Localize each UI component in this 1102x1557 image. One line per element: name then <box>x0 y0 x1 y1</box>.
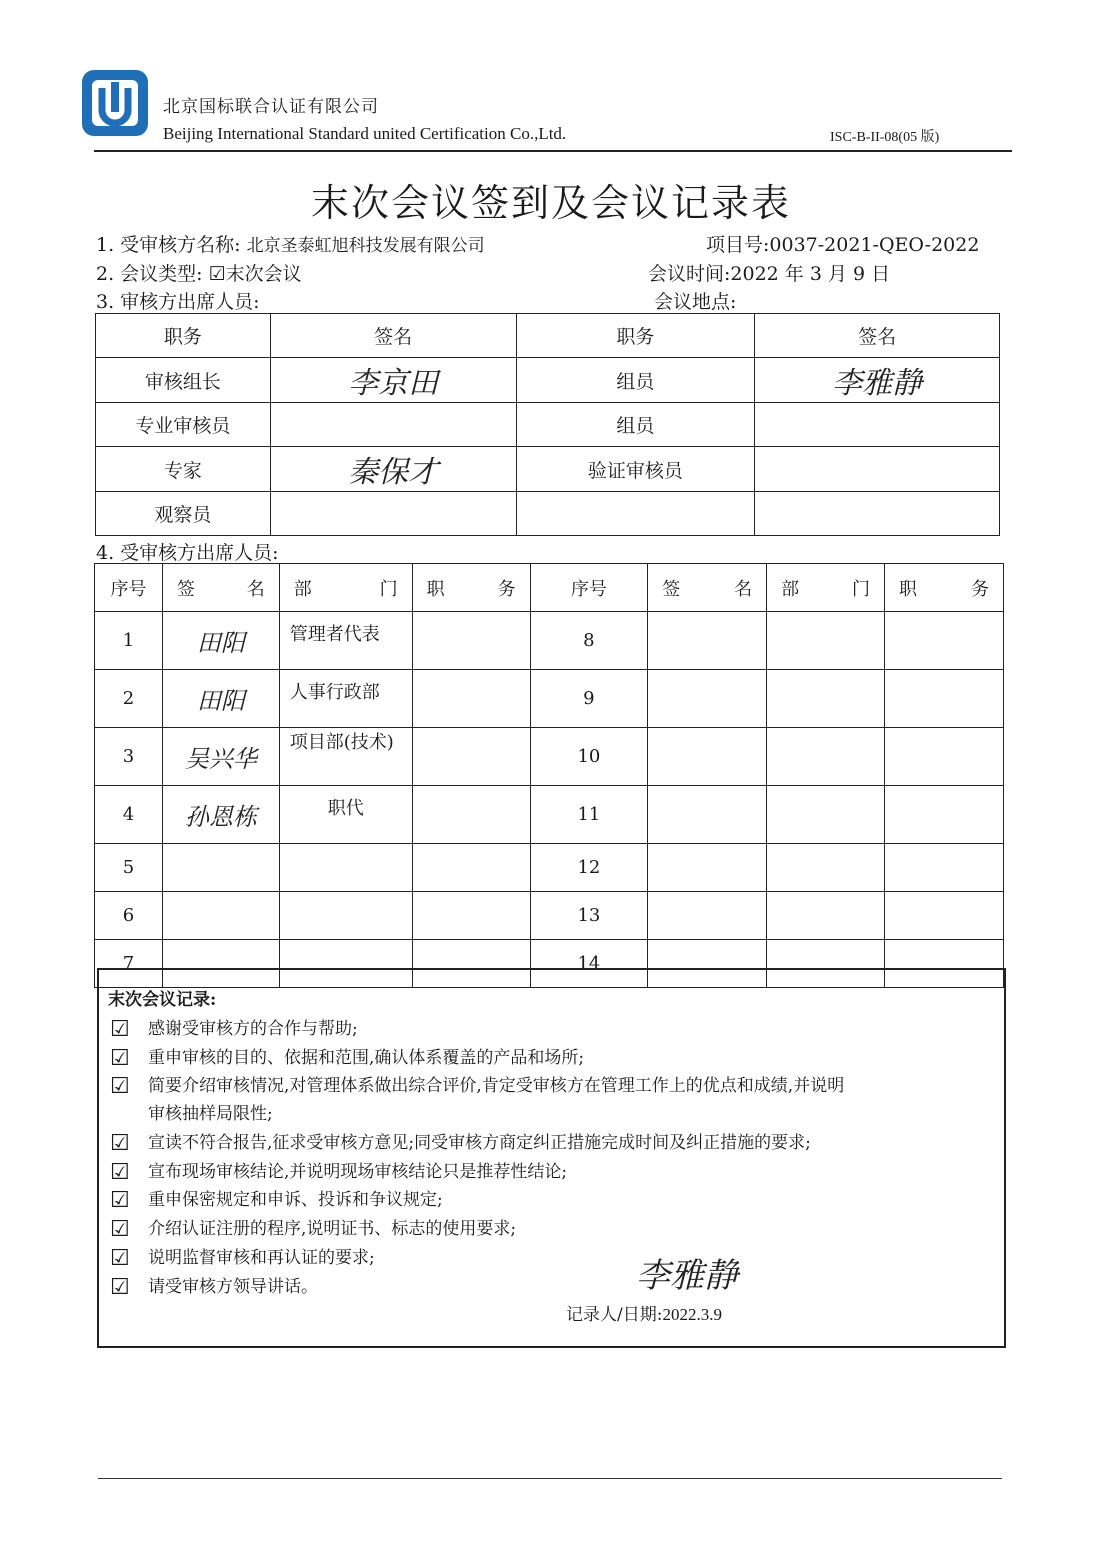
dept-cell: 项目部(技术) <box>279 728 412 786</box>
signature-cell <box>648 612 767 670</box>
header-char: 签 <box>662 578 681 600</box>
table-header-row <box>96 314 1000 358</box>
table-header-row <box>95 564 1004 612</box>
role-cell <box>516 492 755 536</box>
header-cell <box>412 564 530 612</box>
dept-cell: 人事行政部 <box>279 670 412 728</box>
post-cell <box>412 670 530 728</box>
meeting-type-label: 2. 会议类型: <box>96 263 203 285</box>
auditee-name: 北京圣泰虹旭科技发展有限公司 <box>246 236 485 256</box>
header-cell: 职务 <box>516 314 755 358</box>
signature-cell: 田阳 <box>162 612 279 670</box>
header-char: 门 <box>852 578 871 600</box>
table-row <box>95 844 1004 892</box>
header-cell <box>162 564 279 612</box>
project-label: 项目号: <box>706 234 770 256</box>
header-cell <box>885 564 1004 612</box>
checkmark-icon: ☑ <box>110 1046 130 1071</box>
header-cell: 序号 <box>530 564 648 612</box>
table-row <box>96 403 1000 447</box>
recorder-label: 记录人/日期: <box>566 1305 663 1325</box>
header-cell <box>279 564 412 612</box>
signature-cell <box>162 892 279 940</box>
record-item <box>110 1128 811 1156</box>
isc-logo-icon <box>80 68 150 138</box>
post-cell <box>412 786 530 844</box>
dept-cell <box>767 892 885 940</box>
post-cell <box>885 670 1004 728</box>
record-item-text: 重申保密规定和申诉、投诉和争议规定; <box>148 1190 443 1210</box>
post-cell <box>885 612 1004 670</box>
table-row <box>95 728 1004 786</box>
signature-cell: 田阳 <box>162 670 279 728</box>
role-cell: 专业审核员 <box>96 403 271 447</box>
post-cell <box>885 728 1004 786</box>
table-row <box>95 670 1004 728</box>
seq-cell: 4 <box>95 786 163 844</box>
table-row <box>96 492 1000 536</box>
role-cell: 专家 <box>96 447 271 492</box>
record-item-text: 简要介绍审核情况,对管理体系做出综合评价,肯定受审核方在管理工作上的优点和成绩,并说明 <box>148 1076 845 1096</box>
seq-cell: 7 <box>95 940 163 988</box>
header-char: 名 <box>246 578 265 600</box>
header-char: 门 <box>379 578 398 600</box>
header-char: 部 <box>781 578 800 600</box>
record-item-text: 说明监督审核和再认证的要求; <box>148 1248 375 1268</box>
post-cell <box>412 892 530 940</box>
signature-cell: 秦保才 <box>270 447 516 492</box>
meeting-type-line <box>96 259 302 286</box>
meeting-record-title: 末次会议记录: <box>108 990 217 1010</box>
dept-cell <box>279 844 412 892</box>
dept-cell <box>767 844 885 892</box>
table-row <box>95 786 1004 844</box>
seq-cell: 9 <box>530 670 648 728</box>
meeting-time-value: 2022 年 3 月 9 日 <box>730 263 891 285</box>
recorder-line <box>566 1300 722 1325</box>
signature-cell <box>755 492 1000 536</box>
post-cell <box>412 612 530 670</box>
dept-cell <box>767 612 885 670</box>
record-item <box>110 1157 568 1185</box>
meeting-time-label: 会议时间: <box>648 263 731 285</box>
company-name-en: Beijing International Standard united Certification Co.,Ltd. <box>163 124 567 143</box>
record-item-text: 感谢受审核方的合作与帮助; <box>148 1019 358 1039</box>
checkmark-icon: ☑ <box>110 1017 130 1042</box>
header-char: 务 <box>497 578 516 600</box>
record-item-text: 宣读不符合报告,征求受审核方意见;同受审核方商定纠正措施完成时间及纠正措施的要求; <box>148 1133 811 1153</box>
table-row <box>96 447 1000 492</box>
checkmark-icon: ☑ <box>110 1131 130 1156</box>
recorder-date: 2022.3.9 <box>662 1305 722 1324</box>
signature-cell <box>648 728 767 786</box>
record-item <box>110 1243 375 1271</box>
header-cell <box>648 564 767 612</box>
signature-cell <box>270 403 516 447</box>
header-divider <box>94 150 1012 152</box>
header-cell: 职务 <box>96 314 271 358</box>
company-name-cn: 北京国标联合认证有限公司 <box>163 97 379 117</box>
record-item <box>110 1214 517 1242</box>
header-char: 名 <box>734 578 753 600</box>
document-code: ISC-B-II-08(05 版) <box>830 130 940 145</box>
role-cell: 审核组长 <box>96 358 271 403</box>
seq-cell: 11 <box>530 786 648 844</box>
dept-cell <box>767 670 885 728</box>
seq-cell: 6 <box>95 892 163 940</box>
post-cell <box>885 786 1004 844</box>
dept-cell <box>767 786 885 844</box>
signature-cell <box>648 892 767 940</box>
record-item <box>110 1014 358 1042</box>
signature-cell <box>648 786 767 844</box>
checkmark-icon: ☑ <box>110 1188 130 1213</box>
table-row <box>96 358 1000 403</box>
header-cell: 序号 <box>95 564 163 612</box>
checkmark-icon: ☑ <box>110 1275 130 1300</box>
record-item <box>110 1272 318 1300</box>
dept-cell <box>279 892 412 940</box>
post-cell <box>412 728 530 786</box>
role-cell: 验证审核员 <box>516 447 755 492</box>
header-char: 职 <box>899 578 918 600</box>
auditee-line <box>96 230 485 257</box>
project-number: 0037-2021-QEO-2022 <box>769 234 980 256</box>
role-cell: 观察员 <box>96 492 271 536</box>
signature-cell <box>648 670 767 728</box>
signature-cell <box>755 447 1000 492</box>
dept-cell: 管理者代表 <box>279 612 412 670</box>
seq-cell: 10 <box>530 728 648 786</box>
auditor-attendees-label: 3. 审核方出席人员: <box>96 291 260 313</box>
signature-cell <box>270 492 516 536</box>
signature-cell: 孙恩栋 <box>162 786 279 844</box>
role-cell: 组员 <box>516 358 755 403</box>
record-item-text: 介绍认证注册的程序,说明证书、标志的使用要求; <box>148 1219 517 1239</box>
checkmark-icon: ☑ <box>110 1246 130 1271</box>
seq-cell: 3 <box>95 728 163 786</box>
record-item-text: 请受审核方领导讲话。 <box>148 1277 318 1297</box>
dept-cell: 职代 <box>279 786 412 844</box>
seq-cell: 1 <box>95 612 163 670</box>
post-cell <box>885 844 1004 892</box>
project-line <box>706 230 979 257</box>
checkmark-icon: ☑ <box>110 1160 130 1185</box>
post-cell <box>412 844 530 892</box>
meeting-place-label: 会议地点: <box>654 291 737 313</box>
signature-cell: 李京田 <box>270 358 516 403</box>
seq-cell: 13 <box>530 892 648 940</box>
auditor-attendance-table <box>95 313 1000 536</box>
seq-cell: 2 <box>95 670 163 728</box>
signature-cell <box>162 844 279 892</box>
signature-cell: 吴兴华 <box>162 728 279 786</box>
role-cell: 组员 <box>516 403 755 447</box>
meeting-time-line <box>648 259 890 286</box>
checkmark-icon: ☑ <box>110 1074 130 1099</box>
auditee-attendees-label: 4. 受审核方出席人员: <box>96 542 279 564</box>
header-char: 部 <box>293 578 312 600</box>
seq-cell: 8 <box>530 612 648 670</box>
meeting-type-value: ☑末次会议 <box>208 263 302 285</box>
dept-cell <box>767 728 885 786</box>
post-cell <box>885 892 1004 940</box>
auditee-attendance-table <box>94 563 1004 988</box>
header-char: 务 <box>971 578 989 600</box>
auditee-label: 1. 受审核方名称: <box>96 234 241 256</box>
record-item-continued: 审核抽样局限性; <box>148 1104 273 1124</box>
recorder-signature: 李雅静 <box>636 1256 738 1296</box>
header-cell <box>767 564 885 612</box>
record-item-text: 宣布现场审核结论,并说明现场审核结论只是推荐性结论; <box>148 1162 568 1182</box>
checkmark-icon: ☑ <box>110 1217 130 1242</box>
signature-cell: 李雅静 <box>755 358 1000 403</box>
seq-cell: 14 <box>530 940 648 988</box>
record-item <box>110 1043 585 1071</box>
signature-cell <box>648 844 767 892</box>
table-row <box>95 612 1004 670</box>
header-cell: 签名 <box>755 314 1000 358</box>
record-item <box>110 1185 443 1213</box>
record-item <box>110 1071 845 1099</box>
header-char: 职 <box>426 578 445 600</box>
form-title: 末次会议签到及会议记录表 <box>310 181 791 225</box>
seq-cell: 5 <box>95 844 163 892</box>
record-item-text: 重申审核的目的、依据和范围,确认体系覆盖的产品和场所; <box>148 1048 585 1068</box>
header-cell: 签名 <box>270 314 516 358</box>
footer-divider <box>98 1478 1002 1479</box>
signature-cell <box>755 403 1000 447</box>
header-char: 签 <box>176 578 195 600</box>
table-row <box>95 892 1004 940</box>
seq-cell: 12 <box>530 844 648 892</box>
